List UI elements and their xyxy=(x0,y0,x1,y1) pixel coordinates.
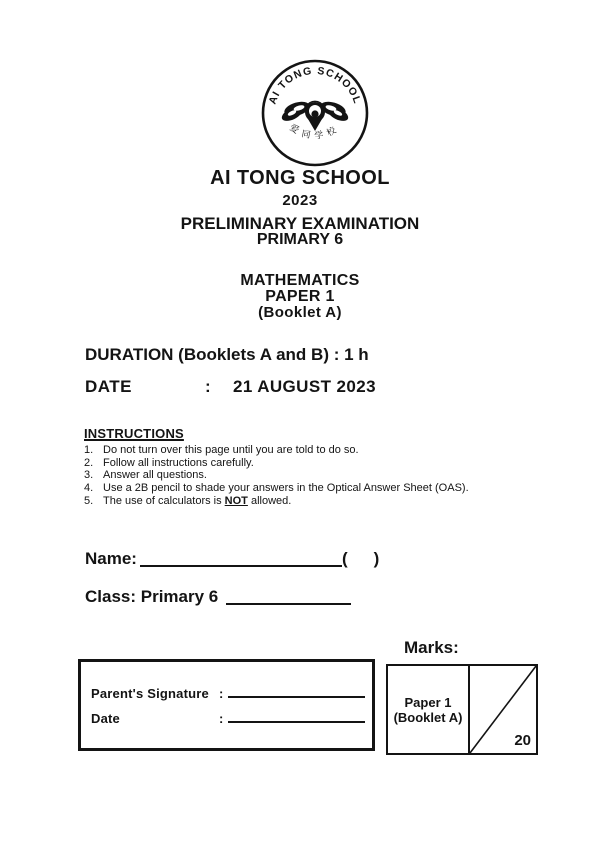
instruction-item-1 xyxy=(84,444,524,457)
signature-blank-line xyxy=(228,686,365,698)
school-name: AI TONG SCHOOL xyxy=(210,167,390,189)
parent-signature-label: Parent's Signature xyxy=(91,686,209,701)
exam-title: PRELIMINARY EXAMINATION xyxy=(180,214,420,233)
class-row xyxy=(85,587,351,607)
parent-date-label: Date xyxy=(91,711,120,726)
item-text: Do not turn over this page until you are told to do so. xyxy=(103,444,359,456)
item-number: 2. xyxy=(84,456,94,469)
item-number: 5. xyxy=(84,494,94,507)
date-label: DATE xyxy=(85,377,133,396)
exam-booklet: (Booklet A) xyxy=(258,304,342,321)
parent-signature-box xyxy=(78,659,375,751)
date-line xyxy=(85,377,376,397)
date-colon: : xyxy=(205,377,211,396)
name-label: Name: xyxy=(85,549,137,568)
instructions-heading: INSTRUCTIONS xyxy=(84,426,184,441)
item-text: Follow all instructions carefully. xyxy=(103,456,254,469)
exam-level: PRIMARY 6 xyxy=(256,231,344,248)
parent-date-blank-line xyxy=(228,711,365,723)
item-text: Use a 2B pencil to shade your answers in the Optical Answer Sheet (OAS). xyxy=(103,482,469,495)
date-value: 21 AUGUST 2023 xyxy=(233,377,376,396)
marks-score-cell xyxy=(470,666,536,753)
item-number: 1. xyxy=(84,444,94,456)
marks-paper-line1: Paper 1 xyxy=(404,694,452,710)
parent-date-colon: : xyxy=(219,711,224,726)
instructions-section xyxy=(84,426,524,508)
instruction-item-5: 5. The use of calculators is NOT allowed. xyxy=(84,494,292,507)
logo-wings-emblem xyxy=(280,99,351,131)
logo-bottom-text: 爱同学校 xyxy=(288,122,342,141)
school-logo xyxy=(259,57,371,169)
paren-open: ( xyxy=(341,549,348,568)
marks-paper-line2: (Booklet A) xyxy=(393,709,463,725)
name-row xyxy=(85,549,379,569)
exam-paper: PAPER 1 xyxy=(265,288,335,305)
logo-arc-text: AI TONG SCHOOL xyxy=(266,64,364,106)
signature-colon: : xyxy=(219,686,224,701)
not-emphasis: NOT xyxy=(224,494,248,507)
instruction-item-4 xyxy=(84,482,524,495)
item-number: 4. xyxy=(84,482,94,495)
exam-subject: MATHEMATICS xyxy=(240,272,360,289)
marks-box xyxy=(386,664,538,755)
instruction-item-3 xyxy=(84,469,524,482)
marks-paper-cell xyxy=(388,666,470,753)
instruction-item-2 xyxy=(84,457,524,470)
class-label: Class: Primary 6 xyxy=(85,587,219,606)
item-text: The use of calculators is xyxy=(103,494,225,507)
marks-total: 20 xyxy=(514,732,531,749)
item-number: 3. xyxy=(84,469,94,482)
class-blank-line xyxy=(226,589,351,605)
item-text: Answer all questions. xyxy=(103,469,207,482)
marks-label: Marks: xyxy=(404,638,459,657)
duration-line: DURATION (Booklets A and B) : 1 h xyxy=(85,345,369,364)
exam-year: 2023 xyxy=(282,192,318,209)
paren-close: ) xyxy=(373,549,380,568)
name-blank-line xyxy=(140,551,342,567)
